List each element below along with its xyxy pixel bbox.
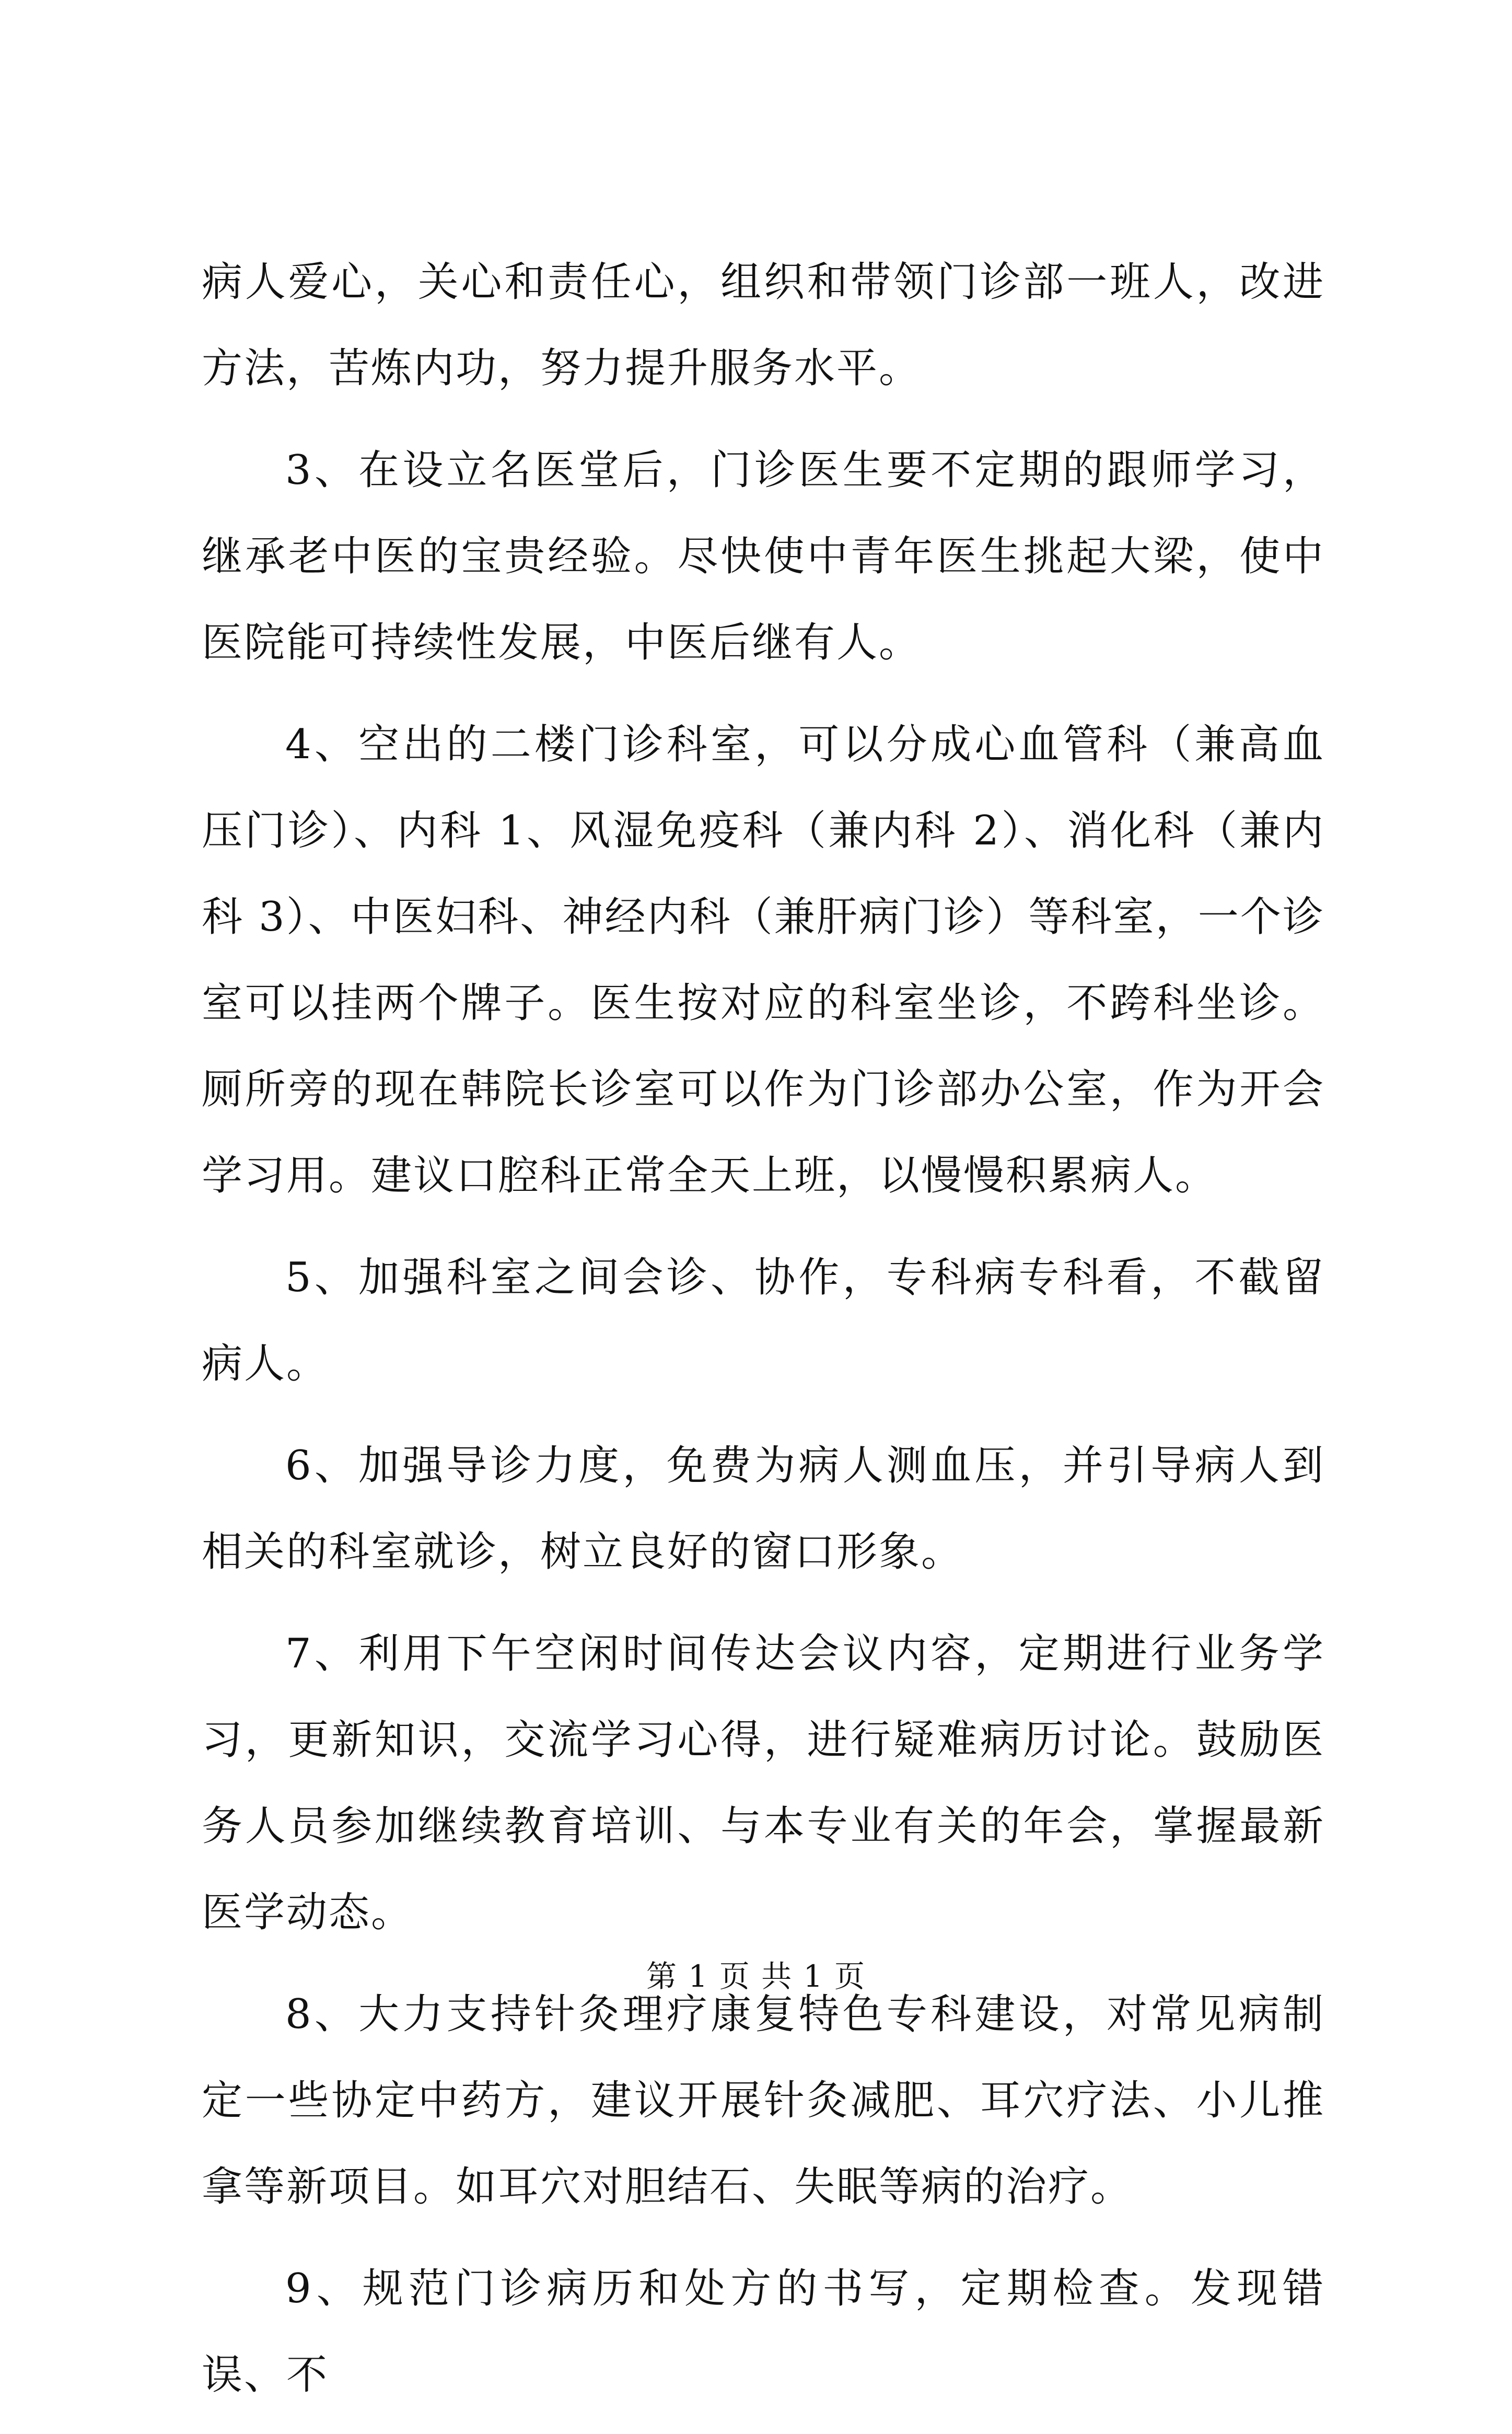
page-number-label: 第 1 页 共 1 页 [646,1958,866,1994]
paragraph-item-8: 8、大力支持针灸理疗康复特色专科建设，对常见病制定一些协定中药方，建议开展针灸减肥、耳穴疗法、小儿推拿等新项目。如耳穴对胆结石、失眠等病的治疗。 [202,1991,1325,2210]
page-footer [0,1955,1512,1997]
paragraph-item-9: 9、规范门诊病历和处方的书写，定期检查。发现错误、不 [202,2265,1325,2398]
paragraph-item-3: 3、在设立名医堂后，门诊医生要不定期的跟师学习，继承老中医的宝贵经验。尽快使中青年医生挑起大梁，使中医院能可持续性发展，中医后继有人。 [202,447,1325,666]
paragraph-item-5: 5、加强科室之间会诊、协作，专科病专科看，不截留病人。 [202,1254,1325,1387]
paragraph-continuation: 病人爱心，关心和责任心，组织和带领门诊部一班人，改进方法，苦炼内功，努力提升服务水平。 [202,259,1325,392]
paragraph-item-6: 6、加强导诊力度，免费为病人测血压，并引导病人到相关的科室就诊，树立良好的窗口形象。 [202,1442,1325,1575]
document-body [202,239,1325,2434]
paragraph-item-4: 4、空出的二楼门诊科室，可以分成心血管科（兼高血压门诊）、内科 1、风湿免疫科（兼内科 2）、消化科（兼内科 3）、中医妇科、神经内科（兼肝病门诊）等科室，一个诊室可以挂两个牌子。医生按对应的科室坐诊，不跨科坐诊。厕所旁的现在韩院长诊室可以作为门诊部办公室，作为开会学习用。建议口腔科正常全天上班，以慢慢积累病人。 [202,721,1325,1199]
paragraph-item-7: 7、利用下午空闲时间传达会议内容，定期进行业务学习，更新知识，交流学习心得，进行疑难病历讨论。鼓励医务人员参加继续教育培训、与本专业有关的年会，掌握最新医学动态。 [202,1630,1325,1936]
